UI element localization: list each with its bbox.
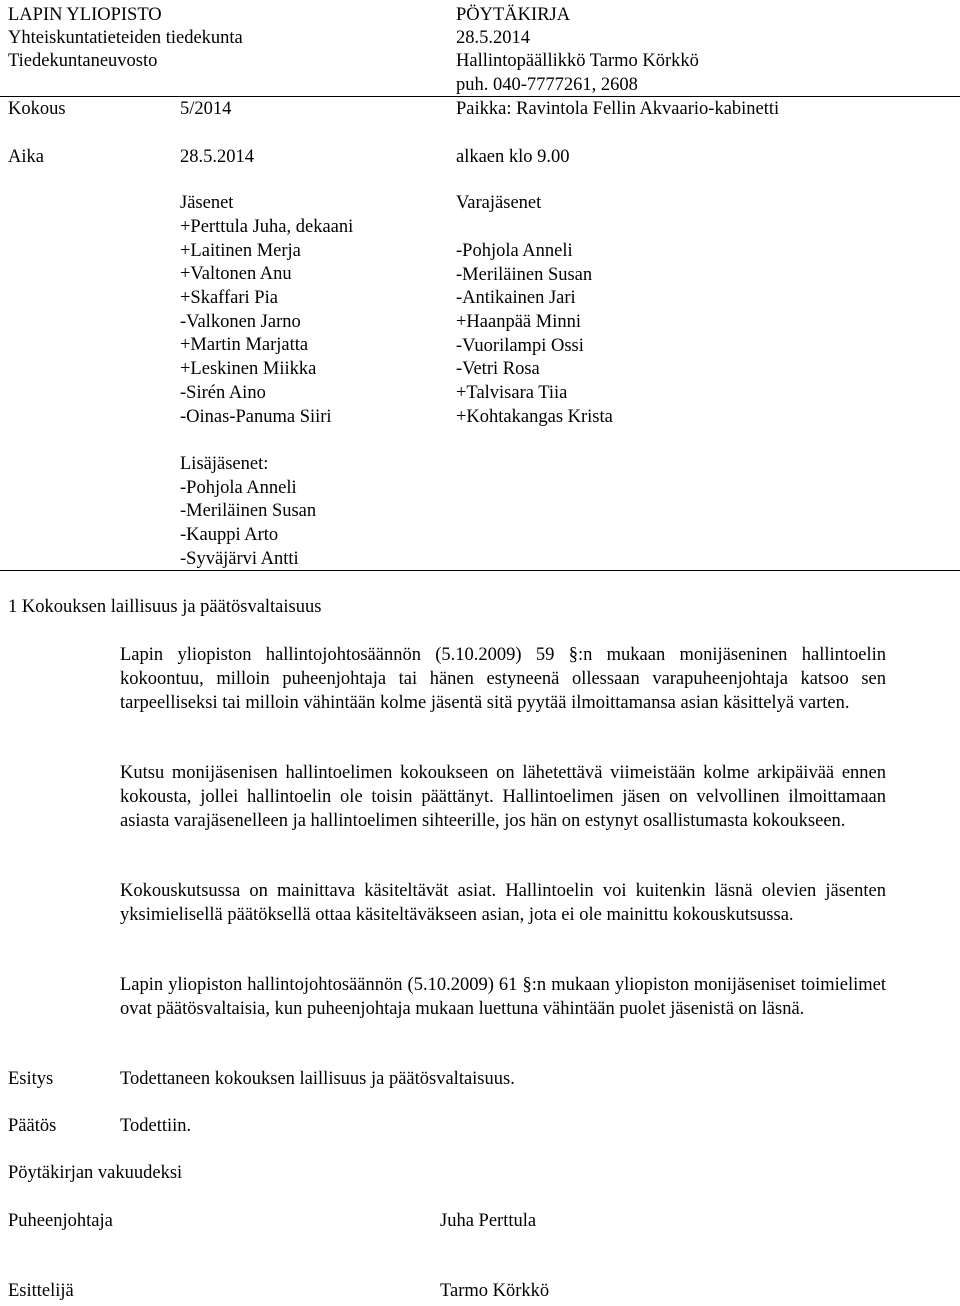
document-type: PÖYTÄKIRJA — [456, 5, 571, 25]
deputy-item: +Kohtakangas Krista — [456, 406, 613, 427]
members-list — [180, 216, 353, 429]
deputy-item: -Pohjola Anneli — [456, 241, 573, 261]
section-title: 1 Kokouksen laillisuus ja päätösvaltaisuus — [8, 597, 322, 617]
deputy-item: +Talvisara Tiia — [456, 383, 568, 404]
decision-label: Päätös — [8, 1116, 57, 1136]
section-paragraph: Lapin yliopiston hallintojohtosäännön (5.10.2009) 61 §:n mukaan yliopiston monijäseniset toimielimet ovat päätösvaltaisia, kun puheenjohtaja mukaan luettuna vähintään puolet jäsenistä on läsnä. — [120, 975, 886, 1019]
member-item: +Laitinen Merja — [180, 240, 301, 261]
proposal-label: Esitys — [8, 1069, 54, 1089]
deputies-heading: Varajäsenet — [456, 193, 542, 213]
member-item: -Oinas-Panuma Siiri — [180, 406, 332, 427]
member-item: +Skaffari Pia — [180, 288, 278, 309]
deputy-item: +Haanpää Minni — [456, 312, 581, 333]
meeting-place: Paikka: Ravintola Fellin Akvaario-kabinetti — [456, 99, 780, 119]
meeting-number: 5/2014 — [180, 99, 232, 119]
member-item: +Perttula Juha, dekaani — [180, 217, 354, 237]
secretary-name: Hallintopäällikkö Tarmo Körkkö — [456, 51, 699, 71]
chair-label: Puheenjohtaja — [8, 1211, 113, 1231]
member-item: -Sirén Aino — [180, 382, 266, 403]
secretary-label: Esittelijä — [8, 1281, 74, 1301]
meeting-label: Kokous — [8, 99, 66, 119]
member-item: +Leskinen Miikka — [180, 359, 317, 380]
section-paragraph: Kokouskutsussa on mainittava käsiteltävät asiat. Hallintoelin voi kuitenkin läsnä olevien jäsenten yksimielisellä päätöksellä ottaa käsiteltäväkseen asian, jota ei ole mainittu kokouskutsussa. — [120, 881, 886, 925]
document-date: 28.5.2014 — [456, 28, 530, 48]
member-item: +Valtonen Anu — [180, 264, 292, 285]
meeting-date: 28.5.2014 — [180, 147, 254, 167]
signatures-heading: Pöytäkirjan vakuudeksi — [8, 1163, 183, 1183]
additional-item: -Meriläinen Susan — [180, 501, 317, 522]
additional-members — [180, 453, 316, 571]
header-divider — [0, 96, 960, 97]
faculty-name: Yhteiskuntatieteiden tiedekunta — [8, 28, 243, 48]
member-item: -Valkonen Jarno — [180, 311, 301, 332]
decision-text: Todettiin. — [120, 1116, 192, 1136]
time-label: Aika — [8, 147, 44, 167]
additional-item: -Kauppi Arto — [180, 525, 279, 546]
additional-heading: Lisäjäsenet: — [180, 454, 269, 474]
secretary-phone: puh. 040-7777261, 2608 — [456, 75, 638, 95]
additional-item: -Pohjola Anneli — [180, 477, 297, 498]
section-paragraph: Lapin yliopiston hallintojohtosäännön (5.10.2009) 59 §:n mukaan monijäseninen hallintoelin kokoontuu, milloin puheenjohtaja tai hänen estyneenä ollessaan varapuheenjohtaja katsoo sen tarpeelliseksi tai milloin vähintään kolme jäsentä sitä pyytää ilmoittamansa asian käsittelyä varten. — [120, 645, 886, 713]
chair-name: Juha Perttula — [440, 1211, 537, 1231]
additional-item: -Syväjärvi Antti — [180, 548, 299, 569]
secretary-signature-name: Tarmo Körkkö — [440, 1281, 550, 1301]
member-item: +Martin Marjatta — [180, 335, 309, 356]
section-paragraph: Kutsu monijäsenisen hallintoelimen kokoukseen on lähetettävä viimeistään kolme arkipäivää ennen kokousta, jollei hallintoelin ole toisin päättänyt. Hallintoelimen jäsen on velvollinen ilmoittamaan asiasta varajäsenelleen ja hallintoelimen sihteerille, jos hän on estynyt osallistumasta kokoukseen. — [120, 763, 886, 831]
meeting-start: alkaen klo 9.00 — [456, 147, 570, 167]
deputy-item: -Antikainen Jari — [456, 288, 576, 309]
university-name: LAPIN YLIOPISTO — [8, 5, 162, 25]
members-heading: Jäsenet — [180, 193, 234, 213]
council-name: Tiedekuntaneuvosto — [8, 51, 158, 71]
deputy-item: -Vuorilampi Ossi — [456, 335, 584, 356]
deputies-list — [456, 240, 613, 430]
proposal-text: Todettaneen kokouksen laillisuus ja päätösvaltaisuus. — [120, 1069, 515, 1089]
deputy-item: -Meriläinen Susan — [456, 264, 593, 285]
deputy-item: -Vetri Rosa — [456, 359, 540, 380]
section-divider — [0, 570, 960, 571]
